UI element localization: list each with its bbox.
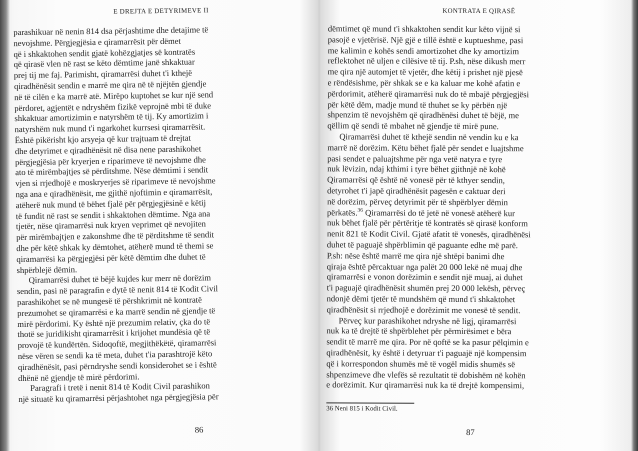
text-line: nuk bëhet fjalë për përtëritje të kontratës së qirasë konform: [326, 217, 528, 229]
page-number: 87: [466, 426, 475, 437]
page-body: [13, 23, 314, 405]
text-line: atëherë nuk mund të bëhet fjalë për përgjegjësinë e këtij: [15, 197, 207, 210]
text-line: qiradhënësit si rrjedhojë e dorëzimit me vonesë të sendit.: [326, 304, 521, 315]
text-line: përgjegjësia për kryerjen e riparimeve të nevojshme dhe: [15, 153, 206, 167]
text-line: përdorimit, atëherë qiramarrësi nuk do të mbajë përgjegjësi: [327, 88, 530, 100]
text-line: qiradhënësit, pasi përndryshe sendi konsiderohet se i është: [17, 358, 217, 372]
text-line: një situatë ku qiramarrësi përjashtohet nga përgjegjësia për: [18, 391, 219, 405]
text-line: me qira një automjet të vjetër, dhe këtij i prishet një pjesë: [327, 66, 523, 78]
text-line: që i korrespondon shumës më të vogël midis shumës së: [326, 358, 516, 369]
text-line: qiramarrësi ka përgjegjësi për këtë dëmtim dhe duhet të: [16, 251, 206, 264]
text-line: qëllim që sendi të mbahet në gjendje të mirë pune.: [327, 120, 499, 132]
text-line: parashikuar në nenin 814 dsa përjashtime dhe detajime të: [13, 24, 209, 38]
footnote-marker[interactable]: 36: [357, 207, 364, 214]
text-line: pasi sendet e paluajtshme për nga vetë natyra e tyre: [327, 152, 503, 164]
page-edge-shadow-right: [631, 0, 638, 451]
text-line: provojë të kundërtën. Sidoqoftë, megjithëkëtë, qiramarrësi: [17, 337, 217, 351]
text-line: natyrshëm nuk mund t'i ngarkohet kurrsesi qiramarrësit.: [14, 121, 206, 135]
text-line: dhënë në gjendje të mirë përdorimi.: [18, 370, 140, 383]
text-line: detyrohet t'i japë qiradhënësit pagesën e caktuar deri: [327, 185, 506, 197]
text-line: parashikohet se në mungesë të përshkrimit në kontratë: [16, 294, 202, 307]
text-line: nuk ka të drejtë të shpërblehet për përmirësimet e bëra: [326, 325, 512, 337]
text-fragment: Qiramarrësi do të jetë në vonesë atëherë kur: [362, 207, 516, 218]
text-line: reflektohet në uljen e cilësive të tij. P.sh, nëse dikush merr: [327, 55, 526, 67]
text-line: prezumohet se qiramarrësi e ka marrë sendin në gjendje të: [17, 305, 216, 318]
text-line: nenit 821 të Kodit Civil. Gjatë afatit të vonesës, qiradhënësi: [326, 228, 531, 240]
text-line: qiraja është përcaktuar nga palët 20 000 lekë në muaj dhe: [326, 260, 523, 272]
text-line: nga ana e qiradhënësit, me gjithë njoftimin e qiramarrësit,: [15, 186, 213, 200]
text-line: tjetër, nëse qiramarrësi nuk kryen veprimet që nevojiten: [15, 218, 206, 232]
page-body: [326, 23, 630, 391]
text-line: për këtë dëm, madje mund të thuhet se ky përbën një: [327, 98, 508, 110]
text-line: nuk lëvizin, ndaj kthimi i tyre bëhet gjithnjë në kohë: [327, 163, 506, 175]
text-line: shkaktuar amortizimin e natyrshëm të tij. Ky amortizim i: [14, 110, 209, 124]
text-line: mirë përdorimi. Ky është një prezumim relativ, çka do të: [17, 315, 211, 329]
running-head: E DREJTA E DETYRIMEVE II: [113, 7, 209, 16]
text-line: me kalimin e kohës sendi amortizohet dhe ky amortizim: [327, 44, 519, 56]
text-line: qiradhënësit, ky është i detyruar t'i paguajë një kompensim: [326, 347, 527, 359]
text-line: e dorëzimit. Kur qiramarrësi nuk ka të drejtë kompensimi,: [326, 379, 525, 391]
text-line: duhet të paguajë shpërblimin që paguante edhe më parë.: [326, 239, 518, 251]
page-edge-shadow-left: [0, 0, 10, 451]
text-line: dhe për këtë shkak ky dëmtohet, atëherë mund të themi se: [16, 240, 214, 254]
text-fragment: përkatës.: [327, 206, 358, 218]
text-line: Është pikërisht kjo arsyeja që kur trajtuam të drejtat: [14, 132, 191, 146]
text-line: ato të mirëmbajtjes së përditshme. Nëse dëmtimi i sendit: [15, 164, 209, 178]
text-line: shpenzim të nevojshëm që qiradhënësi duhet të bëjë, me: [327, 109, 519, 121]
left-page: [13, 0, 315, 451]
text-line: në dorëzim, përveç detyrimit për të shpërblyer dëmin: [327, 196, 508, 207]
text-line: qiradhënësit sendin e marrë me qira në të njëjtën gjendje: [13, 78, 207, 92]
text-line: nëse vëren se sendi ka të meta, duhet t'ia parashtrojë këto: [17, 348, 213, 361]
text-line: në të cilën e ka marrë atë. Mirëpo kuptohet se kur një send: [14, 89, 214, 102]
text-line: t'i paguajë qiradhënësit shumën prej 20 000 lekësh, përveç: [326, 282, 526, 294]
text-line: Qiramarrësi duhet të bëjë kujdes kur merr në dorëzim: [28, 272, 212, 286]
text-line: marrë në dorëzim. Këtu bëhet fjalë për sendet e luajtshme: [327, 142, 524, 153]
text-line: vjen si rrjedhojë e moskryerjes së riparimeve të nevojshme: [15, 175, 216, 189]
text-line: Paragrafi i tretë i nenit 814 të Kodit Civil parashikon: [30, 380, 210, 394]
text-line: për mirëmbajtjen e zakonshme dhe të përditshme të sendit: [16, 229, 214, 243]
text-line: shpërblejë dëmin.: [16, 263, 78, 275]
right-page: [326, 0, 630, 451]
text-line: dhe detyrimet e qiradhënësit në disa nene parashikohet: [14, 143, 202, 156]
running-head: KONTRATA E QIRASË: [442, 7, 516, 16]
text-line: sendit të marrë me qira. Por në qoftë se ka pasur pëlqimin e: [326, 336, 529, 348]
footnote-rule: [326, 402, 414, 403]
text-line: përdoret, agjentët e ndryshëm fizikë veprojnë mbi të duke: [14, 99, 212, 113]
text-line: shpenzimeve dhe vlefës së rezultatit të dobishëm në kohën: [326, 368, 526, 380]
text-line: P.sh: nëse është marrë me qira një shtëpi banimi dhe: [326, 250, 505, 261]
text-line: qiramarrësi e vonon dorëzimin e sendit një muaj, ai duhet: [326, 271, 523, 283]
text-line: Qiramarrësi që është në vonesë për të kthyer sendin,: [327, 174, 505, 186]
text-line: Përveç kur parashikohet ndryshe në ligj, qiramarrësi: [338, 314, 517, 326]
text-line: të fundit në rast se sendit i shkaktohen dëmtime. Nga ana: [15, 207, 211, 221]
text-line: Qiramarrësi duhet të kthejë sendin në vendin ku e ka: [339, 131, 519, 143]
page-number: 86: [194, 424, 204, 435]
footnote: 36 Neni 815 i Kodit Civil.: [326, 405, 398, 413]
text-line: prej tij me faj. Parimisht, qiramarrësi duhet t'i kthejë: [13, 67, 193, 81]
text-line: pasojë e vjetërisë. Një gjë e tillë është e kuptueshme, pasi: [327, 34, 524, 45]
text-line: thotë se juridikisht qiramarrësit i krijohet mundësia që të: [17, 326, 211, 340]
text-line: dëmtimet që mund t'i shkaktohen sendit kur këto vijnë si: [327, 23, 521, 35]
text-line: që i shkaktohen sendit gjatë kohëzgjatjes së kontratës: [13, 46, 196, 59]
text-line: ndonjë dëmi tjetër të mundshëm që mund t'i shkaktohet: [326, 293, 516, 305]
text-line: sendin, pasi në paragrafin e dytë të nenit 814 të Kodit Civil: [16, 283, 219, 297]
text-line: e rëndësishme, për shkak se e ka kaluar me kohë afatin e: [327, 77, 521, 89]
text-line: që qirasë vlen në rast se këto dëmtime janë shkaktuar: [13, 56, 195, 70]
text-line: nevojshme. Përgjegjësia e qiramarrësit për dëmet: [13, 35, 181, 48]
